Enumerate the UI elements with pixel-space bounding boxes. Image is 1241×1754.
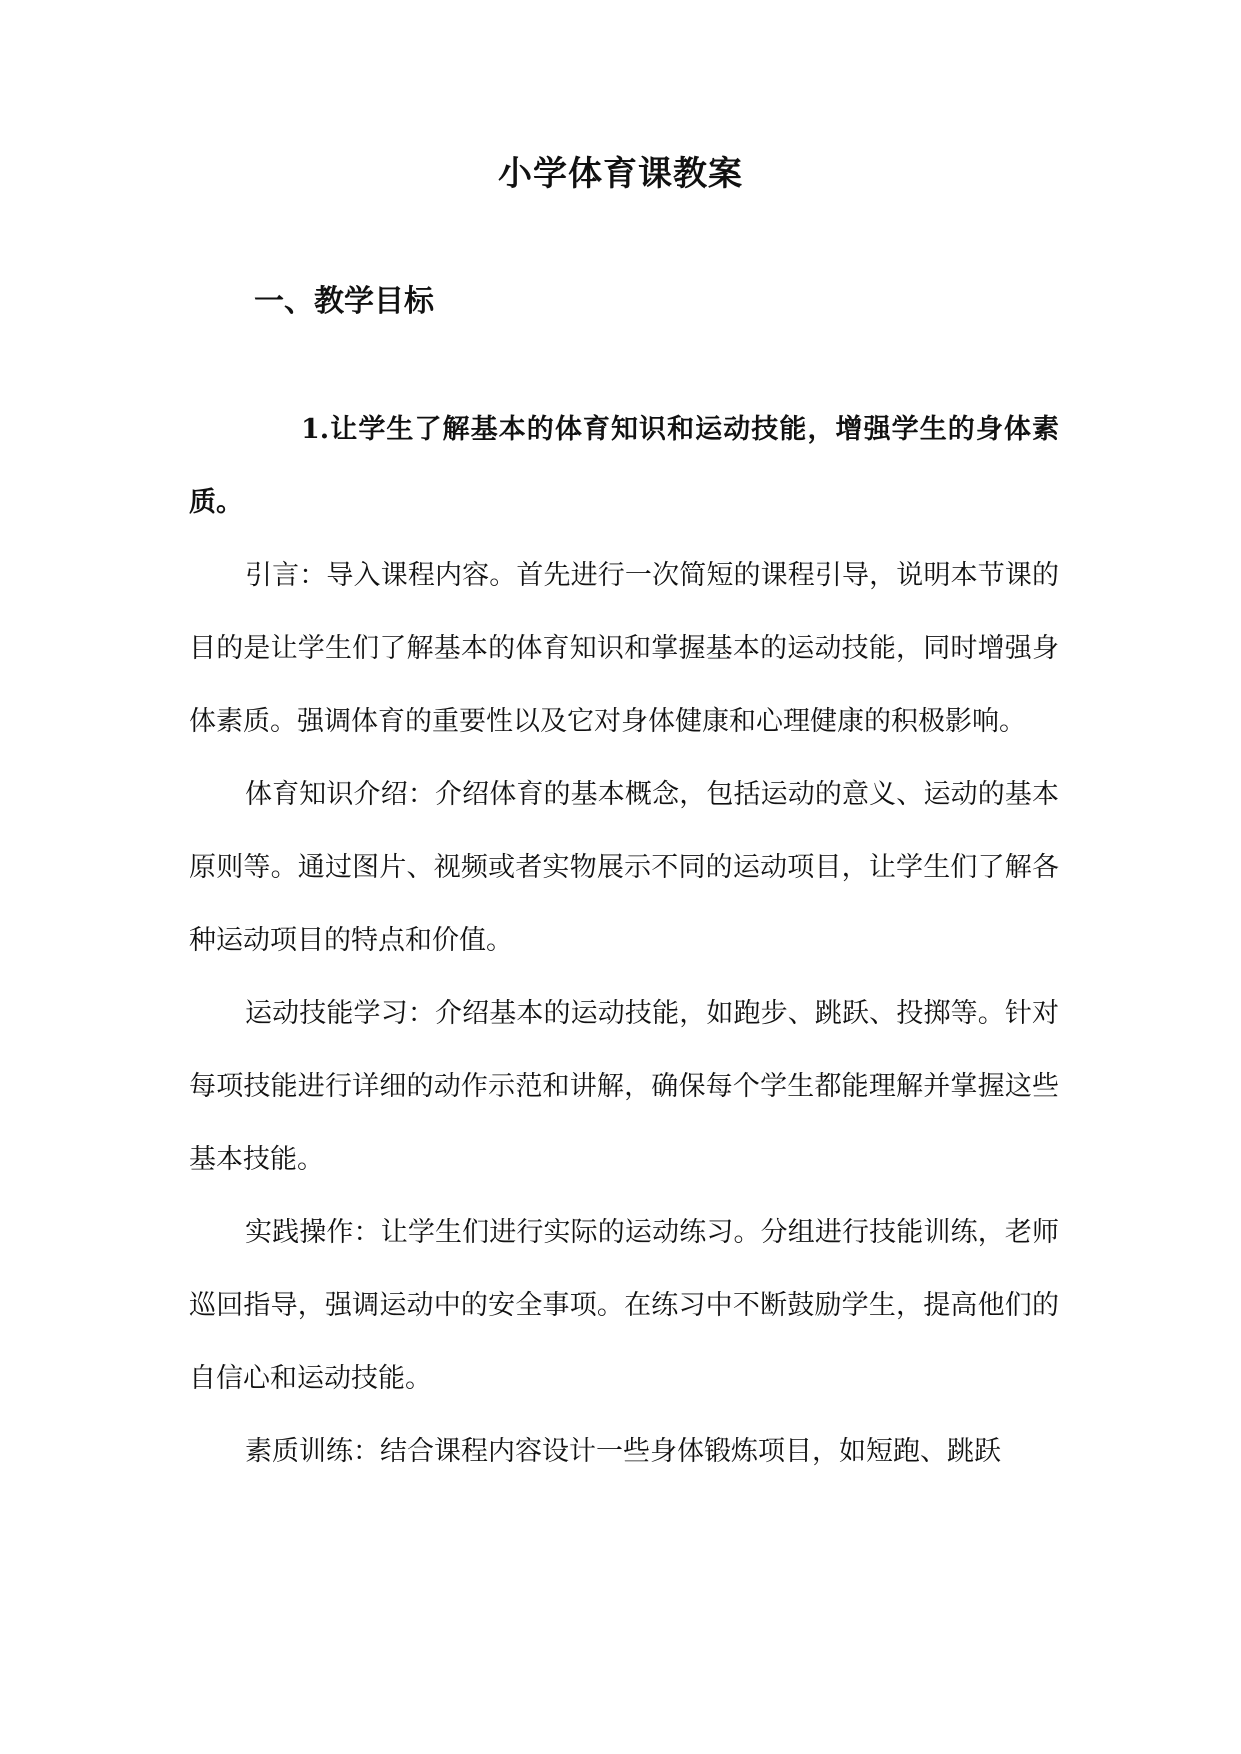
page-title: 小学体育课教案 [498, 154, 743, 194]
objective-number: 1. [301, 414, 330, 445]
paragraph-fitness: 素质训练：结合课程内容设计一些身体锻炼项目，如短跑、跳跃 [245, 1436, 1001, 1467]
objective-item [189, 393, 1059, 539]
paragraph-practice: 实践操作：让学生们进行实际的运动练习。分组进行技能训练，老师巡回指导，强调运动中的安全事项。在练习中不断鼓励学生，提高他们的自信心和运动技能。 [189, 1217, 1059, 1394]
objective-text: 让学生了解基本的体育知识和运动技能，增强学生的身体素质。 [189, 414, 1059, 518]
paragraph-knowledge: 体育知识介绍：介绍体育的基本概念，包括运动的意义、运动的基本原则等。通过图片、视频或者实物展示不同的运动项目，让学生们了解各种运动项目的特点和价值。 [189, 779, 1059, 956]
document-body [189, 393, 1059, 1488]
section-heading: 一、教学目标 [254, 284, 434, 319]
paragraph-skills: 运动技能学习：介绍基本的运动技能，如跑步、跳跃、投掷等。针对每项技能进行详细的动作示范和讲解，确保每个学生都能理解并掌握这些基本技能。 [189, 998, 1059, 1175]
paragraph-introduction: 引言：导入课程内容。首先进行一次简短的课程引导，说明本节课的目的是让学生们了解基本的体育知识和掌握基本的运动技能，同时增强身体素质。强调体育的重要性以及它对身体健康和心理健康的积极影响。 [189, 560, 1059, 737]
